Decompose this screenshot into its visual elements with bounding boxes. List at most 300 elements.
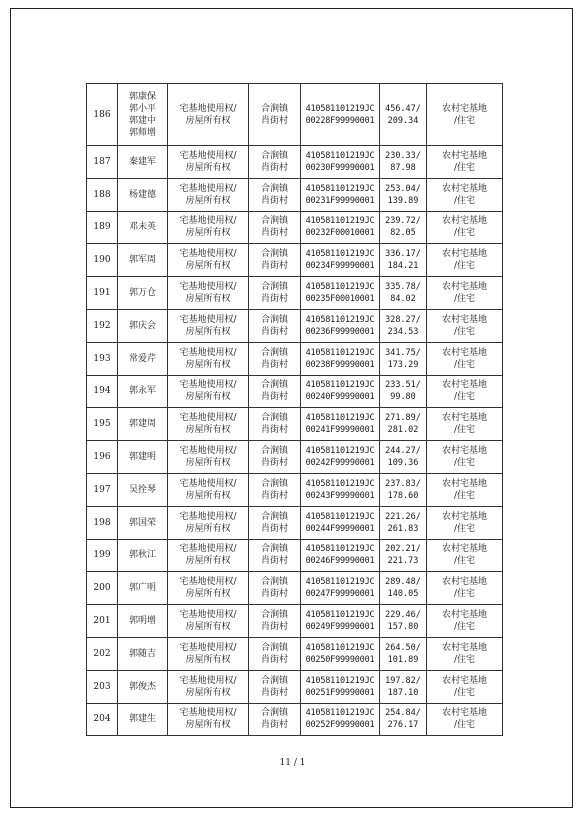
right-type-line: 宅基地使用权/	[179, 216, 237, 227]
right-type	[168, 572, 249, 605]
unit-code	[301, 572, 380, 605]
right-type-line: 房屋所有权	[185, 654, 231, 665]
unit-code-line: 00246F99990001	[305, 556, 375, 567]
location-line: 合涧镇	[260, 103, 288, 114]
land-use	[427, 637, 503, 670]
unit-code	[301, 211, 380, 244]
location-line: 肖街村	[260, 359, 288, 370]
area-values	[380, 178, 427, 211]
area-values-line: 335.78/	[385, 282, 421, 293]
right-type	[168, 408, 249, 441]
area-values-line: 239.72/	[385, 216, 421, 227]
location	[249, 244, 301, 277]
area-values	[380, 473, 427, 506]
land-use-line: /住宅	[453, 622, 476, 633]
land-use-line: /住宅	[453, 195, 476, 206]
land-use	[427, 84, 503, 146]
right-type-line: 房屋所有权	[185, 392, 231, 403]
owner-names	[118, 277, 168, 310]
owner-names	[118, 146, 168, 179]
row-number: 192	[87, 309, 118, 342]
area-values-line: 233.51/	[385, 380, 421, 391]
unit-code-line: 00249F99990001	[305, 622, 375, 633]
owner-names	[118, 211, 168, 244]
area-values-line: 289.48/	[385, 577, 421, 588]
owner-names-line: 秦建军	[128, 156, 156, 167]
land-use-line: 农村宅基地	[441, 314, 487, 325]
right-type	[168, 539, 249, 572]
right-type	[168, 309, 249, 342]
right-type-line: 房屋所有权	[185, 720, 231, 731]
land-use-line: /住宅	[453, 687, 476, 698]
right-type-line: 房屋所有权	[185, 490, 231, 501]
right-type	[168, 84, 249, 146]
owner-names	[118, 84, 168, 146]
row-number: 187	[87, 146, 118, 179]
area-values	[380, 670, 427, 703]
location-line: 肖街村	[260, 294, 288, 305]
unit-code-line: 410581101219JC	[305, 347, 375, 358]
unit-code-line: 410581101219JC	[305, 675, 375, 686]
right-type-line: 宅基地使用权/	[179, 249, 237, 260]
area-values-line: 221.73	[387, 556, 419, 567]
unit-code-line: 410581101219JC	[305, 446, 375, 457]
owner-names	[118, 572, 168, 605]
unit-code-line: 00240F99990001	[305, 392, 375, 403]
location	[249, 211, 301, 244]
unit-code-line: 00238F99990001	[305, 359, 375, 370]
right-type	[168, 146, 249, 179]
area-values-line: 84.02	[390, 294, 416, 305]
land-use	[427, 375, 503, 408]
area-values-line: 234.53	[387, 326, 419, 337]
row-number: 195	[87, 408, 118, 441]
location-line: 肖街村	[260, 425, 288, 436]
right-type-line: 宅基地使用权/	[179, 511, 237, 522]
land-use	[427, 539, 503, 572]
owner-names-line: 郭建周	[128, 419, 156, 430]
location	[249, 375, 301, 408]
area-values-line: 109.36	[387, 458, 419, 469]
table-row	[87, 178, 503, 211]
land-use-line: /住宅	[453, 425, 476, 436]
right-type-line: 宅基地使用权/	[179, 708, 237, 719]
right-type-line: 房屋所有权	[185, 523, 231, 534]
unit-code	[301, 375, 380, 408]
area-values	[380, 539, 427, 572]
right-type-line: 宅基地使用权/	[179, 150, 237, 161]
right-type-line: 房屋所有权	[185, 458, 231, 469]
location	[249, 703, 301, 736]
area-values-line: 202.21/	[385, 544, 421, 555]
right-type-line: 宅基地使用权/	[179, 642, 237, 653]
location-line: 肖街村	[260, 490, 288, 501]
row-number: 193	[87, 342, 118, 375]
area-values	[380, 572, 427, 605]
owner-names	[118, 441, 168, 474]
location-line: 肖街村	[260, 326, 288, 337]
right-type-line: 宅基地使用权/	[179, 577, 237, 588]
right-type-line: 宅基地使用权/	[179, 380, 237, 391]
row-number: 190	[87, 244, 118, 277]
unit-code-line: 410581101219JC	[305, 610, 375, 621]
area-values-line: 253.04/	[385, 183, 421, 194]
owner-names-line: 郭俊杰	[128, 681, 156, 692]
land-use	[427, 473, 503, 506]
row-number: 197	[87, 473, 118, 506]
area-values-line: 264.50/	[385, 642, 421, 653]
right-type-line: 房屋所有权	[185, 622, 231, 633]
right-type-line: 房屋所有权	[185, 115, 231, 126]
owner-names-line: 郭庆会	[128, 320, 156, 331]
right-type-line: 房屋所有权	[185, 294, 231, 305]
land-use-line: /住宅	[453, 392, 476, 403]
location-line: 合涧镇	[260, 708, 288, 719]
land-use-line: 农村宅基地	[441, 216, 487, 227]
location-line: 合涧镇	[260, 610, 288, 621]
land-use-line: 农村宅基地	[441, 610, 487, 621]
table-row	[87, 473, 503, 506]
area-values-line: 87.98	[390, 162, 416, 173]
location-line: 合涧镇	[260, 216, 288, 227]
location-line: 肖街村	[260, 622, 288, 633]
location	[249, 178, 301, 211]
land-use	[427, 178, 503, 211]
records-table	[86, 83, 503, 736]
table-row	[87, 84, 503, 146]
owner-names-line: 郭明增	[128, 616, 156, 627]
table-row	[87, 408, 503, 441]
owner-names	[118, 244, 168, 277]
right-type	[168, 506, 249, 539]
owner-names-line: 郭军周	[128, 255, 156, 266]
unit-code	[301, 408, 380, 441]
area-values	[380, 84, 427, 146]
table-row	[87, 211, 503, 244]
location-line: 合涧镇	[260, 150, 288, 161]
table-row	[87, 375, 503, 408]
unit-code-line: 00243F99990001	[305, 490, 375, 501]
location-line: 合涧镇	[260, 642, 288, 653]
unit-code	[301, 342, 380, 375]
right-type	[168, 211, 249, 244]
right-type-line: 宅基地使用权/	[179, 314, 237, 325]
land-use	[427, 309, 503, 342]
unit-code-line: 410581101219JC	[305, 478, 375, 489]
location	[249, 84, 301, 146]
owner-names-line: 郭随吉	[128, 648, 156, 659]
owner-names	[118, 670, 168, 703]
location-line: 肖街村	[260, 115, 288, 126]
unit-code-line: 410581101219JC	[305, 282, 375, 293]
area-values-line: 99.80	[390, 392, 416, 403]
owner-names	[118, 703, 168, 736]
owner-names-line: 吴拴琴	[128, 484, 156, 495]
right-type-line: 宅基地使用权/	[179, 103, 237, 114]
unit-code	[301, 473, 380, 506]
area-values-line: 328.27/	[385, 314, 421, 325]
unit-code-line: 410581101219JC	[305, 380, 375, 391]
location-line: 肖街村	[260, 720, 288, 731]
page-number: 11 / 1	[279, 758, 306, 768]
land-use	[427, 211, 503, 244]
area-values-line: 229.46/	[385, 610, 421, 621]
unit-code-line: 410581101219JC	[305, 150, 375, 161]
unit-code	[301, 84, 380, 146]
location-line: 合涧镇	[260, 675, 288, 686]
owner-names-line: 郭建生	[128, 714, 156, 725]
owner-names	[118, 539, 168, 572]
row-number: 198	[87, 506, 118, 539]
unit-code	[301, 178, 380, 211]
unit-code	[301, 670, 380, 703]
right-type-line: 房屋所有权	[185, 589, 231, 600]
owner-names-line: 郭广明	[128, 583, 156, 594]
unit-code-line: 410581101219JC	[305, 511, 375, 522]
location-line: 肖街村	[260, 523, 288, 534]
area-values-line: 197.82/	[385, 675, 421, 686]
location-line: 合涧镇	[260, 380, 288, 391]
area-values-line: 456.47/	[385, 103, 421, 114]
table-row	[87, 637, 503, 670]
unit-code-line: 00242F99990001	[305, 458, 375, 469]
right-type	[168, 178, 249, 211]
area-values-line: 178.60	[387, 490, 419, 501]
area-values-line: 230.33/	[385, 150, 421, 161]
table-row	[87, 670, 503, 703]
location-line: 肖街村	[260, 195, 288, 206]
location-line: 肖街村	[260, 261, 288, 272]
location	[249, 441, 301, 474]
location-line: 肖街村	[260, 687, 288, 698]
location-line: 肖街村	[260, 654, 288, 665]
right-type-line: 宅基地使用权/	[179, 544, 237, 555]
unit-code-line: 410581101219JC	[305, 544, 375, 555]
unit-code	[301, 637, 380, 670]
location	[249, 408, 301, 441]
area-values	[380, 277, 427, 310]
location	[249, 637, 301, 670]
area-values	[380, 146, 427, 179]
land-use-line: 农村宅基地	[441, 577, 487, 588]
location	[249, 506, 301, 539]
area-values-line: 237.83/	[385, 478, 421, 489]
owner-names-line: 郭建明	[128, 452, 156, 463]
area-values-line: 281.02	[387, 425, 419, 436]
area-values	[380, 244, 427, 277]
owner-names	[118, 605, 168, 638]
unit-code-line: 410581101219JC	[305, 314, 375, 325]
area-values-line: 139.89	[387, 195, 419, 206]
owner-names-line: 郭师增	[128, 127, 156, 138]
row-number: 191	[87, 277, 118, 310]
unit-code-line: 00250F99990001	[305, 654, 375, 665]
owner-names	[118, 375, 168, 408]
unit-code-line: 00252F99990001	[305, 720, 375, 731]
unit-code	[301, 605, 380, 638]
area-values-line: 336.17/	[385, 249, 421, 260]
owner-names-line: 郭国荣	[128, 517, 156, 528]
area-values	[380, 342, 427, 375]
land-use	[427, 441, 503, 474]
unit-code	[301, 244, 380, 277]
area-values-line: 254.84/	[385, 708, 421, 719]
land-use	[427, 146, 503, 179]
unit-code	[301, 441, 380, 474]
owner-names-line: 郭康保	[128, 91, 156, 102]
table-row	[87, 146, 503, 179]
land-use-line: /住宅	[453, 523, 476, 534]
location	[249, 539, 301, 572]
area-values	[380, 211, 427, 244]
owner-names-line: 郭万仓	[128, 288, 156, 299]
location-line: 合涧镇	[260, 446, 288, 457]
land-use-line: /住宅	[453, 720, 476, 731]
row-number: 194	[87, 375, 118, 408]
owner-names	[118, 473, 168, 506]
land-use-line: /住宅	[453, 162, 476, 173]
right-type	[168, 277, 249, 310]
row-number: 186	[87, 84, 118, 146]
area-values-line: 209.34	[387, 115, 419, 126]
area-values-line: 261.83	[387, 523, 419, 534]
owner-names-line: 常爱芹	[128, 353, 156, 364]
right-type-line: 房屋所有权	[185, 195, 231, 206]
table-row	[87, 441, 503, 474]
right-type-line: 房屋所有权	[185, 556, 231, 567]
unit-code-line: 00236F99990001	[305, 326, 375, 337]
area-values	[380, 375, 427, 408]
area-values	[380, 703, 427, 736]
right-type-line: 宅基地使用权/	[179, 478, 237, 489]
row-number: 188	[87, 178, 118, 211]
unit-code-line: 00247F99990001	[305, 589, 375, 600]
right-type-line: 房屋所有权	[185, 687, 231, 698]
land-use-line: /住宅	[453, 294, 476, 305]
unit-code	[301, 146, 380, 179]
right-type	[168, 375, 249, 408]
right-type-line: 宅基地使用权/	[179, 282, 237, 293]
unit-code-line: 410581101219JC	[305, 577, 375, 588]
unit-code-line: 410581101219JC	[305, 708, 375, 719]
land-use-line: /住宅	[453, 115, 476, 126]
area-values-line: 173.29	[387, 359, 419, 370]
right-type-line: 房屋所有权	[185, 162, 231, 173]
owner-names-line: 杨建德	[128, 189, 156, 200]
right-type-line: 宅基地使用权/	[179, 446, 237, 457]
row-number: 201	[87, 605, 118, 638]
unit-code-line: 00231F99990001	[305, 195, 375, 206]
owner-names-line: 郭小平	[128, 103, 156, 114]
land-use-line: 农村宅基地	[441, 347, 487, 358]
area-values-line: 187.10	[387, 687, 419, 698]
table-row	[87, 309, 503, 342]
location-line: 肖街村	[260, 556, 288, 567]
land-use-line: /住宅	[453, 490, 476, 501]
location-line: 合涧镇	[260, 478, 288, 489]
location-line: 合涧镇	[260, 511, 288, 522]
location-line: 肖街村	[260, 162, 288, 173]
land-use	[427, 506, 503, 539]
unit-code-line: 00251F99990001	[305, 687, 375, 698]
area-values	[380, 605, 427, 638]
area-values	[380, 408, 427, 441]
area-values	[380, 506, 427, 539]
location-line: 肖街村	[260, 458, 288, 469]
right-type	[168, 637, 249, 670]
area-values-line: 341.75/	[385, 347, 421, 358]
unit-code-line: 00244F99990001	[305, 523, 375, 534]
land-use-line: /住宅	[453, 326, 476, 337]
row-number: 202	[87, 637, 118, 670]
right-type	[168, 342, 249, 375]
land-use	[427, 408, 503, 441]
land-use-line: 农村宅基地	[441, 544, 487, 555]
owner-names	[118, 178, 168, 211]
right-type	[168, 605, 249, 638]
land-use	[427, 670, 503, 703]
unit-code-line: 410581101219JC	[305, 413, 375, 424]
right-type	[168, 703, 249, 736]
area-values	[380, 637, 427, 670]
unit-code	[301, 277, 380, 310]
location	[249, 146, 301, 179]
right-type-line: 房屋所有权	[185, 326, 231, 337]
row-number: 204	[87, 703, 118, 736]
land-use-line: /住宅	[453, 458, 476, 469]
table-row	[87, 277, 503, 310]
location-line: 合涧镇	[260, 577, 288, 588]
land-use	[427, 244, 503, 277]
right-type-line: 房屋所有权	[185, 228, 231, 239]
unit-code-line: 410581101219JC	[305, 103, 375, 114]
land-use-line: 农村宅基地	[441, 511, 487, 522]
right-type-line: 宅基地使用权/	[179, 183, 237, 194]
right-type-line: 宅基地使用权/	[179, 610, 237, 621]
table-row	[87, 244, 503, 277]
location-line: 合涧镇	[260, 282, 288, 293]
area-values-line: 184.21	[387, 261, 419, 272]
area-values-line: 271.89/	[385, 413, 421, 424]
unit-code-line: 410581101219JC	[305, 642, 375, 653]
land-use-line: 农村宅基地	[441, 478, 487, 489]
unit-code-line: 00228F99990001	[305, 115, 375, 126]
unit-code	[301, 309, 380, 342]
table-row	[87, 539, 503, 572]
land-use	[427, 703, 503, 736]
location	[249, 670, 301, 703]
unit-code-line: 410581101219JC	[305, 216, 375, 227]
table-row	[87, 703, 503, 736]
location	[249, 605, 301, 638]
location	[249, 309, 301, 342]
location-line: 肖街村	[260, 228, 288, 239]
location-line: 肖街村	[260, 589, 288, 600]
right-type	[168, 670, 249, 703]
owner-names-line: 郭永军	[128, 386, 156, 397]
owner-names	[118, 408, 168, 441]
right-type-line: 房屋所有权	[185, 261, 231, 272]
location	[249, 342, 301, 375]
land-use	[427, 342, 503, 375]
unit-code-line: 00241F99990001	[305, 425, 375, 436]
area-values-line: 276.17	[387, 720, 419, 731]
right-type-line: 房屋所有权	[185, 425, 231, 436]
land-use	[427, 605, 503, 638]
land-use-line: 农村宅基地	[441, 446, 487, 457]
unit-code	[301, 539, 380, 572]
land-use-line: 农村宅基地	[441, 282, 487, 293]
